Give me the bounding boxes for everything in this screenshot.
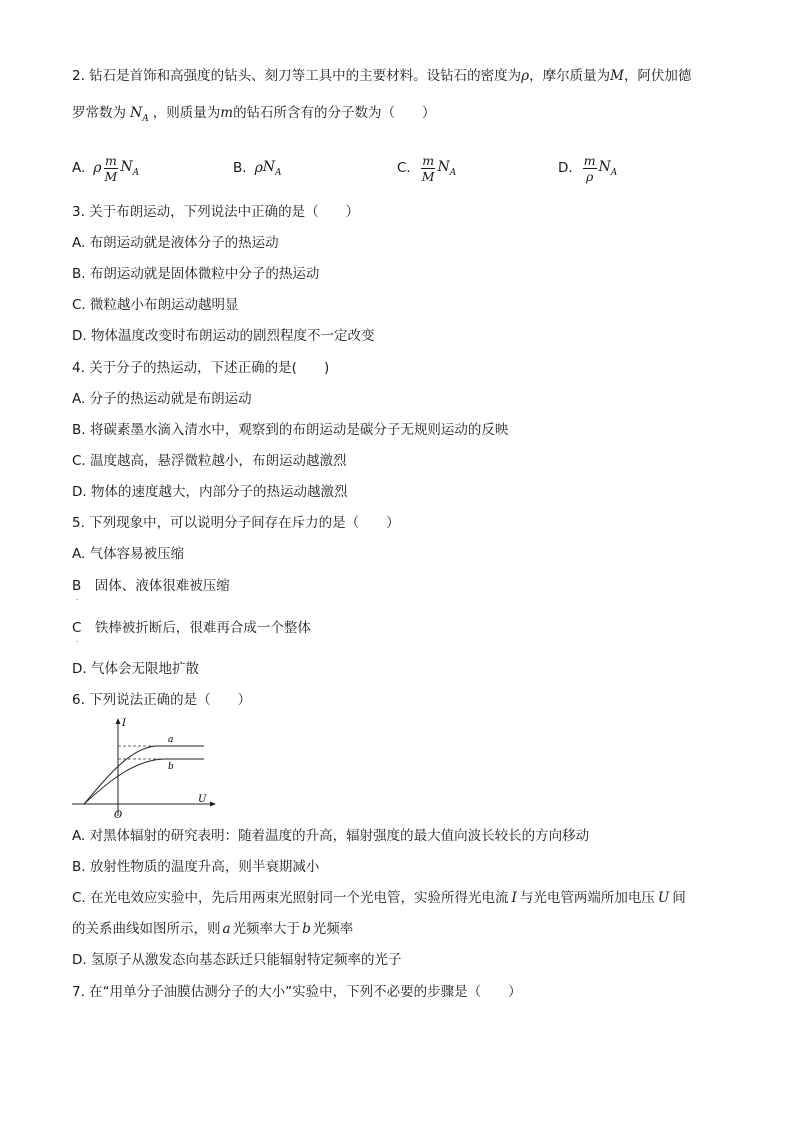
q6-option-a: A. 对黑体辐射的研究表明：随着温度的升高，辐射强度的最大值向波长较长的方向移动: [72, 828, 590, 844]
M-symbol: M: [610, 68, 624, 84]
curve-b-label: b: [168, 762, 174, 772]
q6-text: C. 在光电效应实验中，先后用两束光照射同一个光电管，实验所得光电流: [72, 890, 509, 906]
a-symbol: a: [222, 921, 231, 937]
q6-text: 与光电管两端所加电压: [519, 890, 655, 906]
q2-text: 的钻石所含有的分子数为（ ）: [233, 105, 436, 121]
q2-text: 罗常数为: [72, 105, 126, 121]
q3-option-b: B. 布朗运动就是固体微粒中分子的热运动: [72, 266, 320, 282]
q5-stem: 5. 下列现象中，可以说明分子间存在斥力的是（ ）: [72, 515, 400, 531]
q2-text: ，则质量为: [152, 105, 221, 121]
b-symbol: b: [302, 921, 311, 937]
NA-symbol: [120, 159, 139, 178]
q2-stem-line2: [72, 103, 436, 129]
q2-text: ，摩尔质量为: [529, 68, 611, 84]
u-axis-arrow: [210, 802, 216, 807]
rho-symbol: ρ: [254, 160, 263, 176]
q6-option-d: D. 氢原子从激发态向基态跃迁只能辐射特定频率的光子: [72, 952, 402, 968]
q6-text: 光频率大于: [232, 921, 301, 937]
q7-stem: 7. 在“用单分子油膜估测分子的大小”实验中，下列不必要的步骤是（ ）: [72, 984, 522, 1000]
q2-stem-line1: [72, 66, 691, 86]
q6-option-c-line2: [72, 919, 353, 939]
N-letter: N: [598, 158, 611, 175]
q3-option-c: C. 微粒越小布朗运动越明显: [72, 297, 239, 313]
option-label: C.: [397, 160, 411, 176]
period-mark: .: [76, 593, 79, 602]
denominator: M: [421, 168, 435, 184]
A-sub: A: [142, 113, 149, 124]
rho-symbol: ρ: [521, 68, 530, 84]
A-sub: A: [132, 167, 140, 178]
A-sub: A: [449, 167, 457, 178]
q4-option-d: D. 物体的速度越大，内部分子的热运动越激烈: [72, 484, 348, 500]
q6-text: 的关系曲线如图所示，则: [72, 921, 221, 937]
denominator: M: [104, 168, 118, 184]
numerator: m: [422, 152, 435, 168]
q3-stem: 3. 关于布朗运动，下列说法中正确的是（ ）: [72, 204, 360, 220]
q4-option-b: B. 将碳素墨水滴入清水中，观察到的布朗运动是碳分子无规则运动的反映: [72, 422, 509, 438]
option-label: B.: [233, 160, 247, 176]
fraction: [104, 153, 119, 184]
q2-option-b: [233, 148, 282, 188]
curve-a: [84, 746, 204, 804]
U-symbol: U: [657, 890, 670, 906]
i-axis-label: I: [122, 718, 126, 729]
NA-symbol: [263, 159, 282, 178]
q6-option-c-line1: [72, 888, 686, 908]
N-letter: N: [120, 158, 133, 175]
u-axis-label: U: [198, 794, 207, 805]
q5-option-c: C 铁棒被折断后，很难再合成一个整体: [72, 620, 311, 636]
q4-option-c: C. 温度越高，悬浮微粒越小，布朗运动越激烈: [72, 453, 347, 469]
rho-symbol: ρ: [93, 160, 102, 176]
fraction: [583, 153, 597, 184]
numerator: m: [583, 152, 596, 168]
q4-stem: 4. 关于分子的热运动，下述正确的是( ): [72, 360, 330, 376]
I-symbol: I: [511, 890, 517, 906]
q6-text: 光频率: [312, 921, 354, 937]
q2-option-d: [558, 148, 617, 188]
q2-option-a: [72, 148, 139, 188]
curve-b: [84, 759, 204, 804]
option-label: A.: [72, 160, 86, 176]
fraction: [421, 153, 436, 184]
m-symbol: m: [220, 105, 234, 121]
curve-a-label: a: [168, 735, 174, 745]
q5-option-b: B 固体、液体很难被压缩: [72, 578, 230, 594]
q5-option-a: A. 气体容易被压缩: [72, 546, 185, 562]
q3-option-d: D. 物体温度改变时布朗运动的剧烈程度不一定改变: [72, 328, 375, 344]
NA-symbol: [130, 105, 149, 124]
A-sub: A: [610, 167, 618, 178]
q4-option-a: A. 分子的热运动就是布朗运动: [72, 391, 252, 407]
N-letter: N: [437, 158, 450, 175]
q6-stem: 6. 下列说法正确的是（ ）: [72, 692, 252, 708]
q5-option-d: D. 气体会无限地扩散: [72, 661, 199, 677]
q6-option-b: B. 放射性物质的温度升高，则半衰期减小: [72, 859, 320, 875]
q3-option-a: A. 布朗运动就是液体分子的热运动: [72, 235, 279, 251]
denominator: ρ: [585, 168, 594, 184]
q2-option-c: [397, 148, 456, 188]
N-letter: N: [130, 105, 143, 121]
i-axis-arrow: [116, 718, 121, 724]
numerator: m: [105, 152, 117, 168]
N-letter: N: [262, 158, 276, 175]
photocurrent-graph: [68, 716, 218, 821]
origin-label: O: [114, 810, 123, 821]
period-mark: .: [76, 635, 79, 644]
q6-text: 间: [672, 890, 686, 906]
A-sub: A: [275, 167, 282, 178]
q2-text: ，阿伏加德: [623, 68, 692, 84]
NA-symbol: [438, 159, 457, 178]
NA-symbol: [599, 159, 618, 178]
option-label: D.: [558, 160, 573, 176]
q2-text: 2. 钻石是首饰和高强度的钻头、刻刀等工具中的主要材料。设钻石的密度为: [72, 68, 522, 84]
